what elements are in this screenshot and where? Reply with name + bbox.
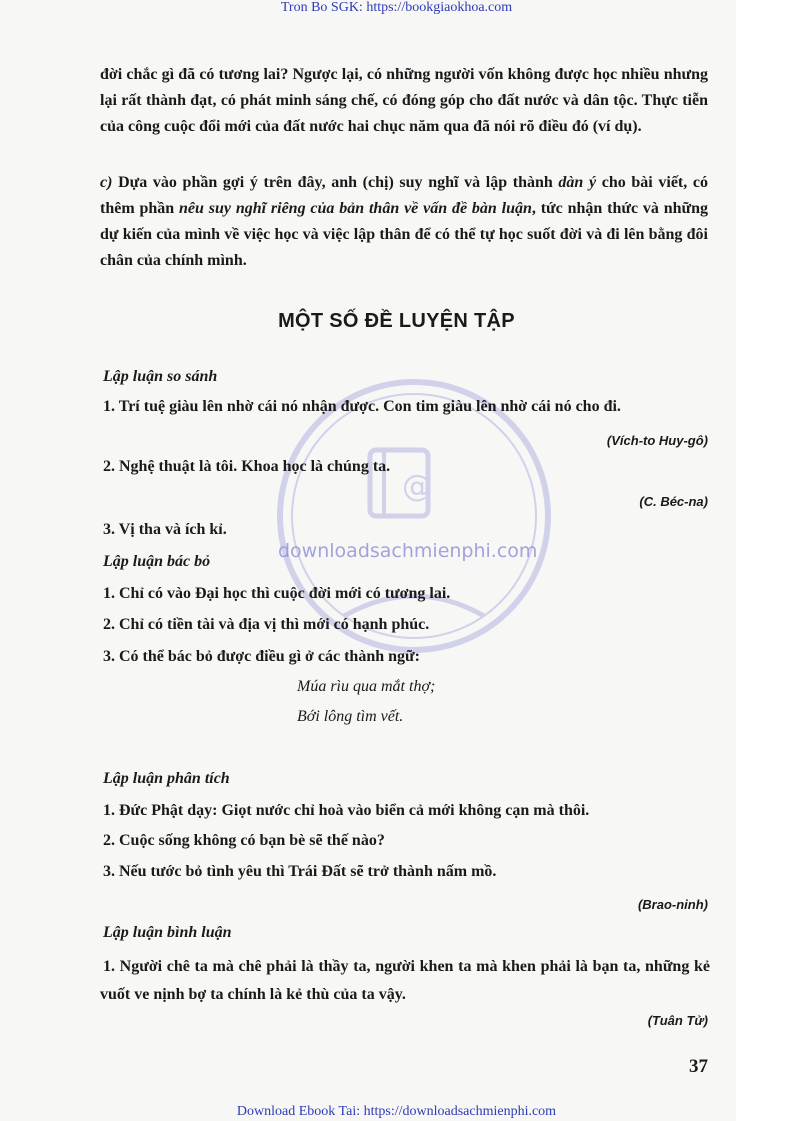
binh-luan-item-1: 1. Người chê ta mà chê phải là thầy ta, người khen ta mà khen phải là bạn ta, những kẻ vuốt ve nịnh bợ ta chính là kẻ thù của ta vậy. — [100, 958, 710, 1003]
so-sanh-item-2: 2. Nghệ thuật là tôi. Khoa học là chúng ta. — [103, 458, 391, 475]
so-sanh-author-1: (Vích-to Huy-gô) — [606, 433, 708, 448]
phan-tich-item-1: 1. Đức Phật dạy: Giọt nước chỉ hoà vào biển cả mới không cạn mà thôi. — [103, 802, 590, 819]
phan-tich-author-3: (Brao-ninh) — [637, 897, 708, 912]
so-sanh-item-1: 1. Trí tuệ giàu lên nhờ cái nó nhận được. Con tim giàu lên nhờ cái nó cho đi. — [103, 398, 621, 415]
phan-tich-item-3: 3. Nếu tước bỏ tình yêu thì Trái Đất sẽ trở thành nấm mồ. — [103, 863, 497, 880]
phan-tich-item-2: 2. Cuộc sống không có bạn bè sẽ thế nào? — [103, 832, 385, 849]
footer-link[interactable]: Download Ebook Tai: https://downloadsachmienphi.com — [236, 1104, 557, 1119]
task-text-c: cho bài viết, có thêm phần — [100, 174, 708, 217]
so-sanh-author-2: (C. Béc-na) — [639, 494, 708, 509]
watermark-logo-icon — [274, 376, 554, 656]
bac-bo-item-1: 1. Chỉ có vào Đại học thì cuộc đời mới có tương lai. — [103, 585, 451, 602]
task-paragraph-c — [100, 170, 708, 274]
bac-bo-item-3: 3. Có thể bác bỏ được điều gì ở các thành ngữ: — [103, 648, 420, 665]
bac-bo-item-2: 2. Chỉ có tiền tài và địa vị thì mới có hạnh phúc. — [103, 616, 430, 633]
section-title-bac-bo: Lập luận bác bỏ — [103, 553, 211, 570]
section-title-so-sanh: Lập luận so sánh — [103, 368, 218, 385]
svg-text:@: @ — [402, 469, 432, 504]
task-text-d: nêu suy nghĩ riêng của bản thân về vấn đề bàn luận — [179, 200, 532, 217]
header-link[interactable]: Tron Bo SGK: https://bookgiaokhoa.com — [280, 0, 513, 15]
page-number: 37 — [689, 1056, 708, 1077]
section-title-binh-luan: Lập luận bình luận — [103, 924, 232, 941]
page-heading: MỘT SỐ ĐỀ LUYỆN TẬP — [278, 310, 515, 332]
so-sanh-item-3: 3. Vị tha và ích kỉ. — [103, 521, 227, 538]
bac-bo-verse-1: Múa rìu qua mắt thợ; — [297, 678, 436, 695]
intro-paragraph: đời chắc gì đã có tương lai? Ngược lại, có những người vốn không được học nhiều nhưng lại rất thành đạt, có phát minh sáng chế, có đóng góp cho đất nước và dân tộc. Thực tiễn của công cuộc đổi mới của đất nước hai chục năm qua đã nói rõ điều đó (ví dụ). — [100, 66, 708, 135]
binh-luan-author-1: (Tuân Tử) — [647, 1013, 708, 1028]
watermark-text: downloadsachmienphi.com — [278, 540, 538, 562]
bac-bo-verse-2: Bới lông tìm vết. — [297, 708, 404, 725]
task-text-a: Dựa vào phần gợi ý trên đây, anh (chị) suy nghĩ và lập thành — [112, 174, 559, 191]
section-title-phan-tich: Lập luận phân tích — [103, 770, 230, 787]
task-text-e: , tức nhận thức và những dự kiến của mình về việc học và việc lập thân để có thể tự học suốt đời và đi lên bằng đôi chân của chính mình. — [100, 200, 709, 269]
task-label: c) — [100, 174, 113, 191]
task-text-b: dàn ý — [558, 174, 597, 191]
